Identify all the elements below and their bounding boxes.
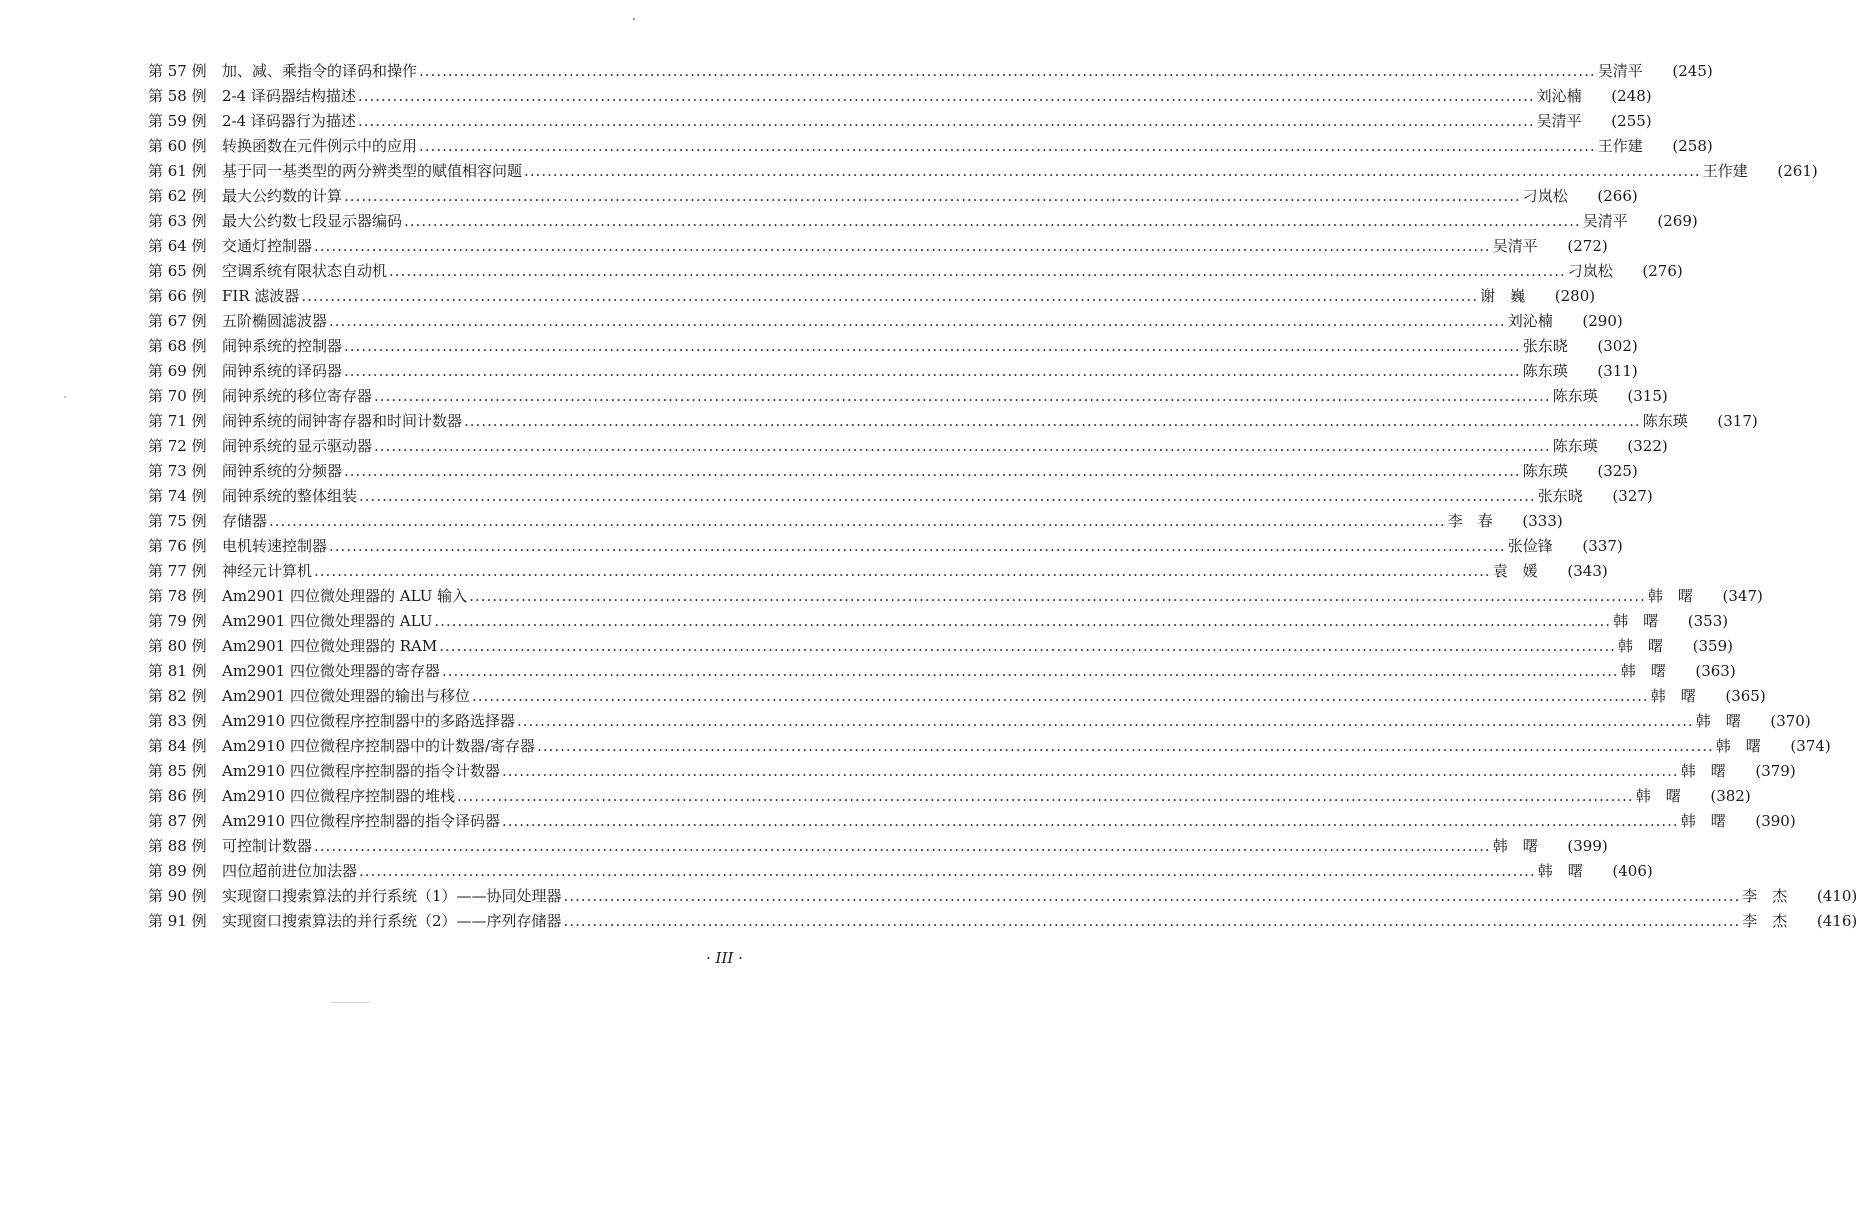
- scan-speck: [633, 18, 635, 20]
- toc-entry: [148, 184, 1638, 209]
- entry-title: Am2901 四位微处理器的 ALU: [222, 612, 433, 630]
- toc-entry: [148, 159, 1818, 184]
- entry-number: 第 91 例: [148, 912, 207, 930]
- entry-page: (272): [1567, 237, 1608, 255]
- entry-title: 存储器: [222, 512, 268, 530]
- dot-leader: [502, 809, 1679, 834]
- entry-author: 陈东瑛: [1522, 362, 1568, 380]
- entry-title: 实现窗口搜索算法的并行系统（1）——协同处理器: [222, 887, 562, 905]
- entry-author: 王作建: [1702, 162, 1748, 180]
- table-of-contents: [148, 59, 1857, 934]
- entry-page: (322): [1627, 437, 1668, 455]
- dot-leader: [344, 359, 1521, 384]
- entry-author: 吴清平: [1492, 237, 1538, 255]
- entry-author: 韩 曙: [1617, 637, 1663, 655]
- entry-page: (280): [1554, 287, 1596, 305]
- entry-title: 闹钟系统的控制器: [222, 337, 343, 355]
- dot-leader: [359, 484, 1536, 509]
- entry-number: 第 79 例: [148, 612, 207, 630]
- toc-entry: [148, 759, 1796, 784]
- toc-entry: [148, 709, 1811, 734]
- entry-author: 王作建: [1597, 137, 1643, 155]
- dot-leader: [404, 209, 1581, 234]
- entry-page: (290): [1582, 312, 1623, 330]
- dot-leader: [442, 659, 1619, 684]
- entry-page: (363): [1695, 662, 1736, 680]
- toc-entry: [148, 334, 1638, 359]
- entry-page: (333): [1522, 512, 1563, 530]
- entry-author: 李 春: [1447, 512, 1493, 530]
- entry-number: 第 87 例: [148, 812, 207, 830]
- entry-title: 神经元计算机: [222, 562, 313, 580]
- entry-title: 闹钟系统的移位寄存器: [222, 387, 373, 405]
- entry-number: 第 89 例: [148, 862, 207, 880]
- entry-author: 袁 媛: [1492, 562, 1538, 580]
- dot-leader: [517, 709, 1694, 734]
- entry-title: 2-4 译码器结构描述: [222, 87, 356, 105]
- entry-title: 电机转速控制器: [222, 537, 328, 555]
- entry-author: 韩 曙: [1715, 737, 1761, 755]
- entry-number: 第 72 例: [148, 437, 207, 455]
- entry-title: 基于同一基类型的两分辨类型的赋值相容问题: [222, 162, 523, 180]
- toc-entry: [148, 784, 1751, 809]
- toc-entry: [148, 434, 1668, 459]
- entry-author: 韩 曙: [1635, 787, 1681, 805]
- entry-title: 四位超前进位加法器: [222, 862, 358, 880]
- toc-entry: [148, 609, 1729, 634]
- entry-number: 第 74 例: [148, 487, 207, 505]
- entry-author: 韩 曙: [1650, 687, 1696, 705]
- scan-speck: [64, 396, 66, 398]
- entry-title: Am2901 四位微处理器的输出与移位: [222, 687, 470, 705]
- entry-number: 第 77 例: [148, 562, 207, 580]
- entry-number: 第 58 例: [148, 87, 207, 105]
- entry-page: (325): [1597, 462, 1638, 480]
- entry-title: 五阶椭圆滤波器: [222, 312, 328, 330]
- entry-author: 张俭锋: [1507, 537, 1553, 555]
- entry-page: (382): [1710, 787, 1751, 805]
- entry-title: Am2910 四位微程序控制器的指令译码器: [222, 812, 500, 830]
- entry-number: 第 73 例: [148, 462, 207, 480]
- entry-number: 第 69 例: [148, 362, 207, 380]
- entry-author: 张东晓: [1537, 487, 1583, 505]
- entry-title: 交通灯控制器: [222, 237, 313, 255]
- dot-leader: [344, 334, 1521, 359]
- entry-number: 第 88 例: [148, 837, 207, 855]
- toc-entry: [148, 559, 1608, 584]
- entry-number: 第 75 例: [148, 512, 207, 530]
- toc-entry: [148, 484, 1653, 509]
- entry-page: (390): [1755, 812, 1796, 830]
- entry-number: 第 81 例: [148, 662, 207, 680]
- entry-author: 陈东瑛: [1552, 437, 1598, 455]
- entry-author: 韩 曙: [1537, 862, 1583, 880]
- entry-title: 最大公约数的计算: [222, 187, 343, 205]
- dot-leader: [374, 434, 1551, 459]
- entry-number: 第 76 例: [148, 537, 207, 555]
- toc-entry: [148, 84, 1652, 109]
- entry-title: 闹钟系统的分频器: [222, 462, 343, 480]
- entry-number: 第 66 例: [148, 287, 207, 305]
- entry-author: 韩 曙: [1492, 837, 1538, 855]
- entry-page: (266): [1597, 187, 1638, 205]
- entry-page: (302): [1597, 337, 1638, 355]
- dot-leader: [329, 534, 1506, 559]
- entry-title: 实现窗口搜索算法的并行系统（2）——序列存储器: [222, 912, 562, 930]
- entry-page: (276): [1642, 262, 1683, 280]
- entry-title: Am2901 四位微处理器的 ALU 输入: [222, 587, 468, 605]
- toc-entry: [148, 909, 1857, 934]
- entry-author: 吴清平: [1536, 112, 1582, 130]
- entry-number: 第 82 例: [148, 687, 207, 705]
- entry-page: (399): [1567, 837, 1608, 855]
- toc-entry: [148, 734, 1831, 759]
- dot-leader: [439, 634, 1616, 659]
- entry-author: 韩 曙: [1620, 662, 1666, 680]
- entry-title: 闹钟系统的整体组装: [222, 487, 358, 505]
- entry-page: (248): [1611, 87, 1652, 105]
- dot-leader: [358, 109, 1535, 134]
- page-number: · III ·: [706, 949, 743, 967]
- entry-author: 韩 曙: [1613, 612, 1659, 630]
- entry-title: 闹钟系统的显示驱动器: [222, 437, 373, 455]
- dot-leader: [314, 234, 1491, 259]
- entry-number: 第 68 例: [148, 337, 207, 355]
- entry-page: (261): [1777, 162, 1818, 180]
- dot-leader: [502, 759, 1679, 784]
- dot-leader: [329, 309, 1506, 334]
- toc-entry: [148, 109, 1652, 134]
- dot-leader: [564, 909, 1741, 934]
- toc-entry: [148, 834, 1608, 859]
- entry-number: 第 84 例: [148, 737, 207, 755]
- toc-entry: [148, 809, 1796, 834]
- dot-leader: [457, 784, 1634, 809]
- toc-entry: [148, 234, 1608, 259]
- toc-entry: [148, 459, 1638, 484]
- entry-title: FIR 滤波器: [222, 287, 300, 305]
- entry-author: 张东晓: [1522, 337, 1568, 355]
- entry-number: 第 86 例: [148, 787, 207, 805]
- entry-number: 第 90 例: [148, 887, 207, 905]
- entry-page: (311): [1597, 362, 1638, 380]
- entry-title: 2-4 译码器行为描述: [222, 112, 356, 130]
- entry-page: (359): [1692, 637, 1733, 655]
- entry-author: 刁岚松: [1567, 262, 1613, 280]
- entry-page: (245): [1672, 62, 1713, 80]
- entry-author: 陈东瑛: [1552, 387, 1598, 405]
- toc-entry: [148, 134, 1713, 159]
- entry-author: 陈东瑛: [1642, 412, 1688, 430]
- dot-leader: [359, 859, 1536, 884]
- entry-title: 闹钟系统的闹钟寄存器和时间计数器: [222, 412, 463, 430]
- entry-title: Am2901 四位微处理器的寄存器: [222, 662, 440, 680]
- entry-author: 刁岚松: [1522, 187, 1568, 205]
- dot-leader: [374, 384, 1551, 409]
- dot-leader: [301, 284, 1478, 309]
- entry-author: 谢 巍: [1480, 287, 1526, 305]
- entry-author: 吴清平: [1597, 62, 1643, 80]
- entry-author: 刘沁楠: [1536, 87, 1582, 105]
- entry-author: 韩 曙: [1680, 762, 1726, 780]
- dot-leader: [419, 59, 1596, 84]
- entry-title: 转换函数在元件例示中的应用: [222, 137, 418, 155]
- entry-number: 第 65 例: [148, 262, 207, 280]
- entry-page: (416): [1816, 912, 1857, 930]
- entry-page: (317): [1717, 412, 1758, 430]
- entry-number: 第 71 例: [148, 412, 207, 430]
- entry-title: 加、减、乘指令的译码和操作: [222, 62, 418, 80]
- entry-title: Am2910 四位微程序控制器中的多路选择器: [222, 712, 515, 730]
- dot-leader: [434, 609, 1611, 634]
- entry-number: 第 61 例: [148, 162, 207, 180]
- entry-page: (410): [1816, 887, 1857, 905]
- toc-entry: [148, 684, 1766, 709]
- dot-leader: [469, 584, 1646, 609]
- toc-entry: [148, 634, 1733, 659]
- entry-page: (353): [1687, 612, 1729, 630]
- entry-number: 第 80 例: [148, 637, 207, 655]
- toc-entry: [148, 384, 1668, 409]
- entry-number: 第 64 例: [148, 237, 207, 255]
- entry-title: Am2910 四位微程序控制器的指令计数器: [222, 762, 500, 780]
- entry-number: 第 70 例: [148, 387, 207, 405]
- dot-leader: [537, 734, 1714, 759]
- toc-entry: [148, 884, 1857, 909]
- entry-author: 韩 曙: [1680, 812, 1726, 830]
- scan-speck: [330, 1002, 370, 1003]
- entry-page: (406): [1612, 862, 1653, 880]
- entry-page: (343): [1567, 562, 1608, 580]
- entry-page: (255): [1611, 112, 1652, 130]
- toc-entry: [148, 859, 1653, 884]
- entry-author: 李 杰: [1742, 887, 1788, 905]
- entry-page: (258): [1672, 137, 1713, 155]
- dot-leader: [269, 509, 1446, 534]
- entry-number: 第 67 例: [148, 312, 207, 330]
- entry-number: 第 62 例: [148, 187, 207, 205]
- toc-entry: [148, 209, 1698, 234]
- entry-page: (327): [1612, 487, 1653, 505]
- dot-leader: [389, 259, 1566, 284]
- dot-leader: [344, 459, 1521, 484]
- entry-number: 第 59 例: [148, 112, 207, 130]
- dot-leader: [464, 409, 1641, 434]
- dot-leader: [419, 134, 1596, 159]
- entry-title: Am2910 四位微程序控制器的堆栈: [222, 787, 455, 805]
- entry-page: (315): [1627, 387, 1668, 405]
- entry-number: 第 85 例: [148, 762, 207, 780]
- entry-author: 陈东瑛: [1522, 462, 1568, 480]
- entry-author: 韩 曙: [1647, 587, 1693, 605]
- entry-title: 可控制计数器: [222, 837, 313, 855]
- entry-author: 刘沁楠: [1507, 312, 1553, 330]
- dot-leader: [358, 84, 1535, 109]
- toc-entry: [148, 284, 1596, 309]
- entry-author: 韩 曙: [1695, 712, 1741, 730]
- entry-title: 闹钟系统的译码器: [222, 362, 343, 380]
- toc-entry: [148, 584, 1763, 609]
- dot-leader: [472, 684, 1649, 709]
- toc-entry: [148, 659, 1736, 684]
- entry-author: 吴清平: [1582, 212, 1628, 230]
- entry-number: 第 83 例: [148, 712, 207, 730]
- toc-entry: [148, 534, 1623, 559]
- dot-leader: [564, 884, 1741, 909]
- entry-title: 最大公约数七段显示器编码: [222, 212, 403, 230]
- dot-leader: [524, 159, 1701, 184]
- entry-number: 第 63 例: [148, 212, 207, 230]
- entry-number: 第 60 例: [148, 137, 207, 155]
- toc-entry: [148, 259, 1683, 284]
- dot-leader: [314, 559, 1491, 584]
- entry-page: (347): [1722, 587, 1763, 605]
- toc-entry: [148, 409, 1758, 434]
- entry-title: Am2910 四位微程序控制器中的计数器/寄存器: [222, 737, 536, 755]
- toc-entry: [148, 509, 1563, 534]
- entry-page: (370): [1770, 712, 1811, 730]
- toc-entry: [148, 59, 1713, 84]
- entry-number: 第 78 例: [148, 587, 207, 605]
- dot-leader: [314, 834, 1491, 859]
- dot-leader: [344, 184, 1521, 209]
- entry-page: (365): [1725, 687, 1766, 705]
- entry-page: (269): [1657, 212, 1698, 230]
- entry-title: 空调系统有限状态自动机: [222, 262, 388, 280]
- entry-number: 第 57 例: [148, 62, 207, 80]
- entry-page: (374): [1790, 737, 1831, 755]
- entry-page: (379): [1755, 762, 1796, 780]
- entry-author: 李 杰: [1742, 912, 1788, 930]
- toc-entry: [148, 309, 1623, 334]
- entry-title: Am2901 四位微处理器的 RAM: [222, 637, 438, 655]
- entry-page: (337): [1582, 537, 1623, 555]
- toc-entry: [148, 359, 1638, 384]
